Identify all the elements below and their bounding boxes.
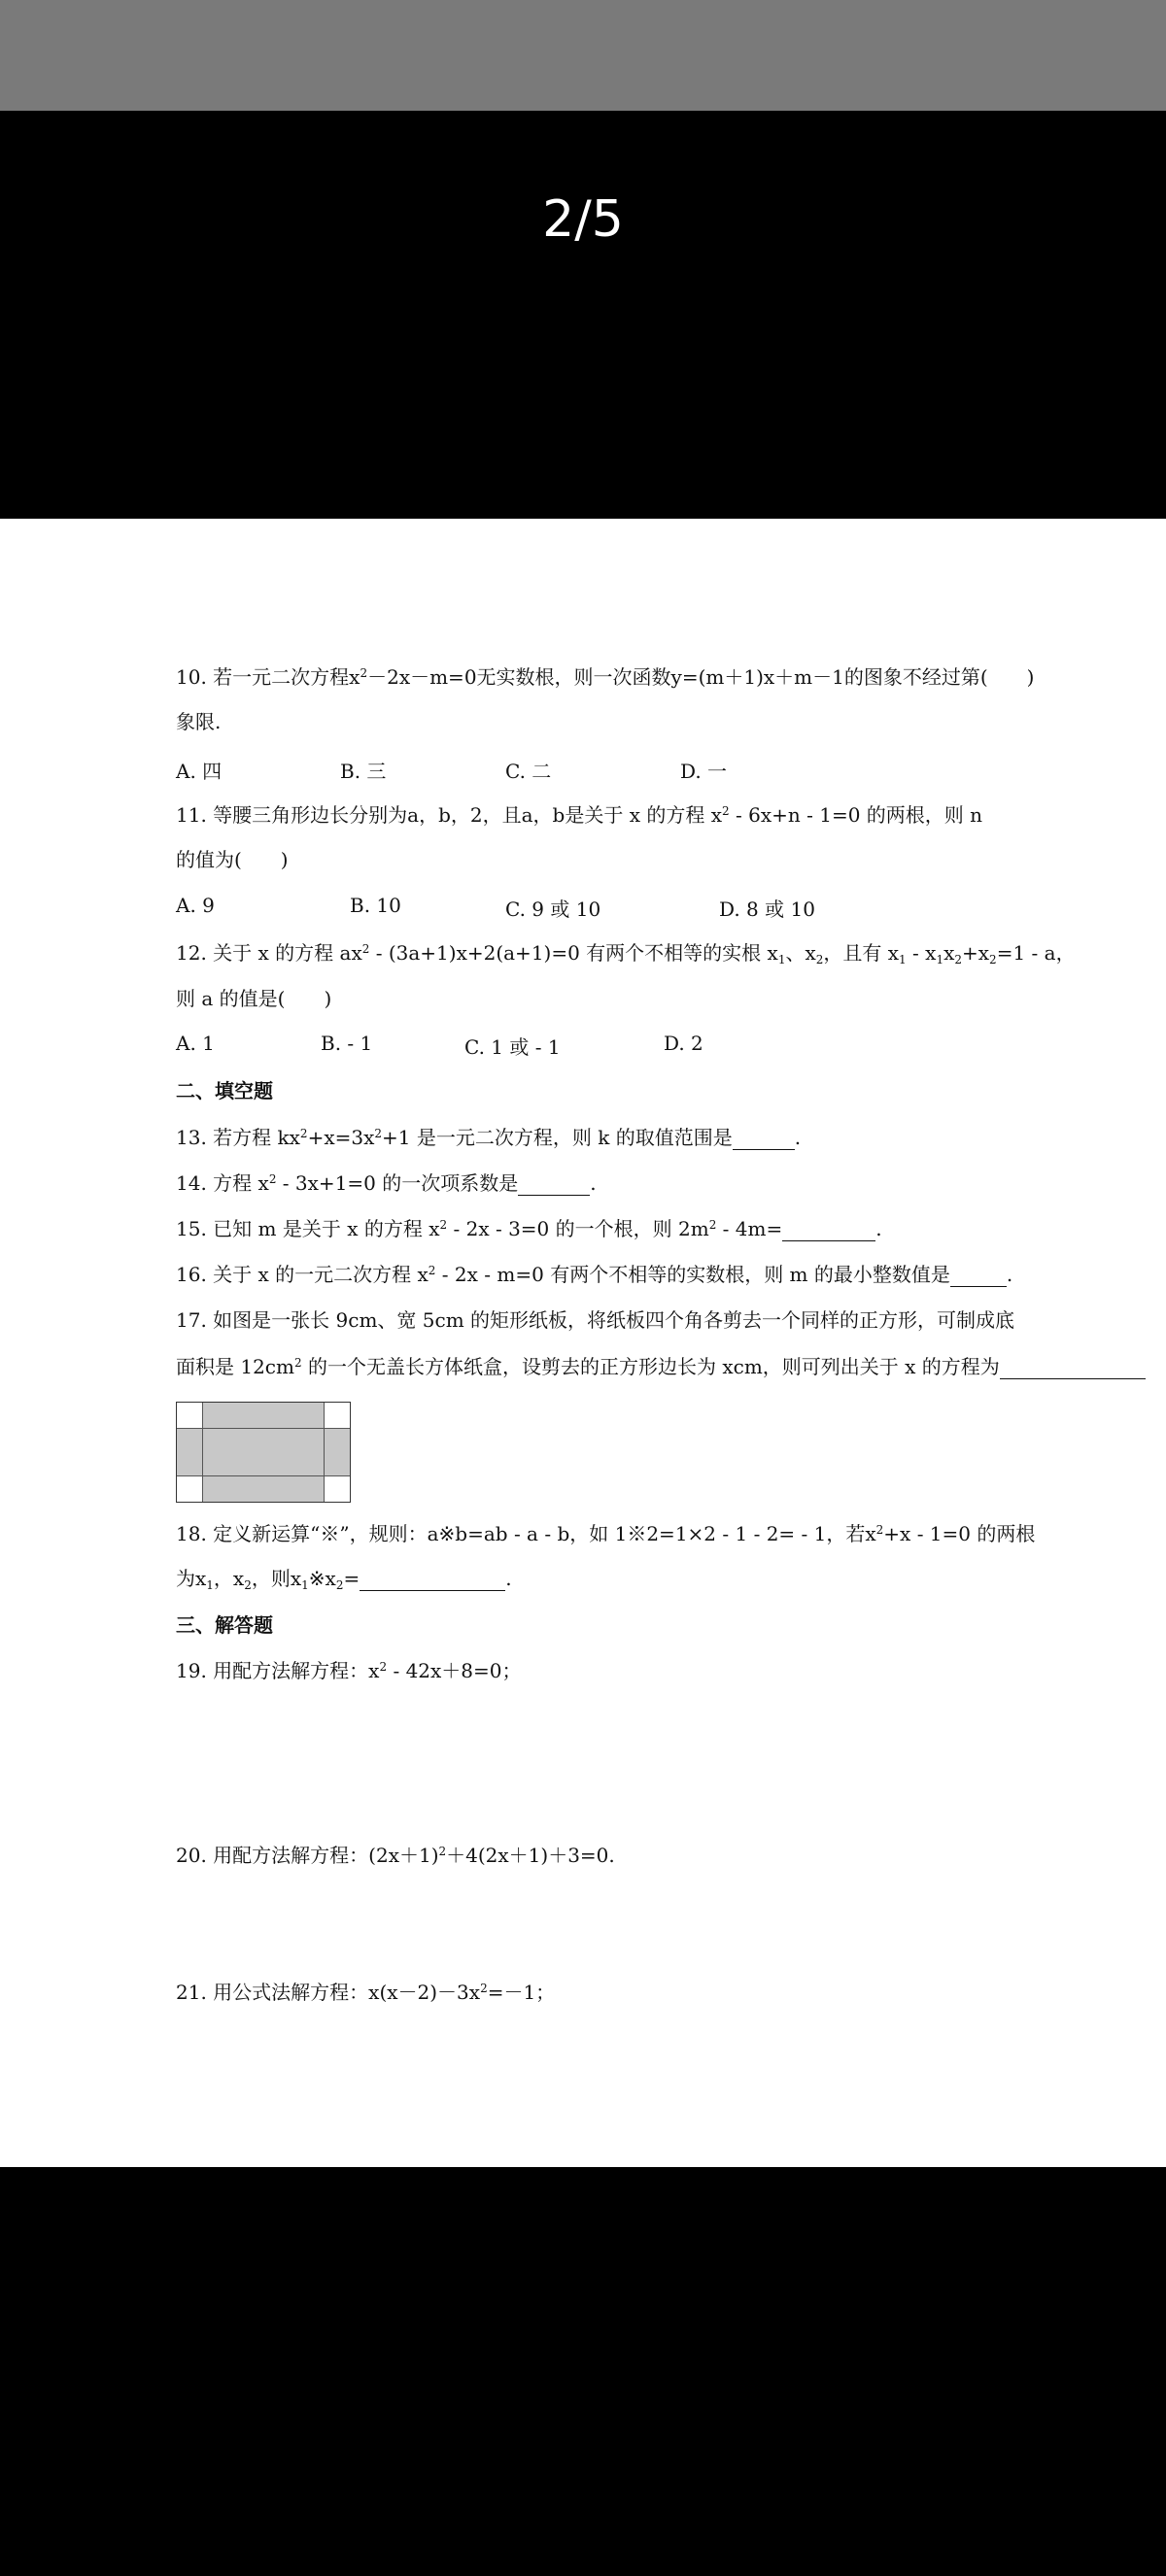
q17-line2: 面积是 $12cm^2$ 的一个无盖长方体纸盒，设剪去的正方形边长为 xcm，则可列出关于 x 的方程为 [176, 1354, 1146, 1379]
viewer-footer [0, 2167, 1166, 2576]
q12-option-a: A. 1 [176, 1032, 215, 1055]
q10-option-d: D. 一 [680, 760, 728, 783]
q10-option-b: B. 三 [340, 760, 387, 783]
q12-line1: 12. 关于 x 的方程 $ax^2 - (3a+1)x+2(a+1)=0$ 有两个不相等的实根 $x_1$、$x_2$，且有 $x_1 - x_1x_2+x_2=1 - a$， [176, 941, 1076, 966]
q16: 16. 关于 x 的一元二次方程 $x^2 - 2x - m=0$ 有两个不相等的实数根，则 m 的最小整数值是 . [176, 1263, 1013, 1286]
q11-option-b: B. 10 [350, 894, 401, 917]
section-heading-fill-in: 二、填空题 [176, 1079, 273, 1102]
q11-option-d: D. 8 或 10 [719, 898, 815, 921]
q18-line1: 18. 定义新运算“※”，规则：a※b=ab - a - b，如 1※2=1×2 - 1 - 2= - 1，若$x^2+x - 1=0$ 的两根 [176, 1522, 1036, 1545]
q14-answer-blank[interactable] [518, 1177, 590, 1196]
q12-option-b: B. - 1 [321, 1032, 373, 1055]
viewer-header [0, 111, 1166, 519]
q13: 13. 若方程 $kx^2+x=3x^2+1$ 是一元二次方程，则 k 的取值范围是 . [176, 1126, 802, 1149]
page-indicator: 2/5 [542, 190, 624, 249]
q17-line1: 17. 如图是一张长 9cm、宽 5cm 的矩形纸板，将纸板四个角各剪去一个同样的正方形，可制成底 [176, 1308, 1015, 1332]
q10-option-c: C. 二 [505, 760, 552, 783]
q10-line2: 象限. [176, 710, 222, 733]
q13-answer-blank[interactable] [733, 1132, 795, 1150]
rectangle-cardboard-figure [176, 1402, 351, 1503]
figure-base [202, 1428, 325, 1476]
q14: 14. 方程 $x^2 - 3x+1=0$ 的一次项系数是 . [176, 1171, 597, 1195]
q10-line1: 10. 若一元二次方程$x^2-2x-m=0$无实数根，则一次函数y=(m＋1)x＋m－1的图象不经过第( ) [176, 665, 1035, 689]
q18-answer-blank[interactable] [360, 1573, 505, 1591]
q21: 21. 用公式法解方程：$x(x-2)-3x^2=-1$； [176, 1981, 556, 2004]
status-bar [0, 0, 1166, 111]
q16-answer-blank[interactable] [950, 1269, 1007, 1287]
q11-line2: 的值为( ) [176, 848, 289, 871]
q11-option-c: C. 9 或 10 [505, 898, 601, 921]
q12-option-c: C. 1 或 - 1 [464, 1035, 561, 1059]
figure-left-flap [177, 1428, 202, 1476]
q17-answer-blank[interactable] [1000, 1361, 1146, 1379]
document-page[interactable] [0, 519, 1166, 2167]
q10-option-a: A. 四 [176, 760, 223, 783]
section-heading-solve: 三、解答题 [176, 1613, 273, 1637]
q12-line2: 则 a 的值是( ) [176, 987, 332, 1010]
figure-right-flap [325, 1428, 350, 1476]
q12-option-d: D. 2 [664, 1032, 703, 1055]
q11-option-a: A. 9 [176, 894, 215, 917]
q15-answer-blank[interactable] [782, 1223, 875, 1241]
q18-line2: 为$x_1$，$x_2$，则$x_1※x_2=$ . [176, 1567, 512, 1592]
q11-line1: 11. 等腰三角形边长分别为a，b，2，且a，b是关于 x 的方程 $x^2 - 6x+n - 1=0$ 的两根，则 n [176, 803, 983, 827]
q20: 20. 用配方法解方程：$(2x+1)^2+4(2x+1)+3=0$. [176, 1844, 615, 1867]
q15: 15. 已知 m 是关于 x 的方程 $x^2 - 2x - 3=0$ 的一个根，则 $2m^2 - 4m=$ . [176, 1217, 882, 1240]
q19: 19. 用配方法解方程：$x^2 - 42x+8=0$； [176, 1659, 522, 1682]
